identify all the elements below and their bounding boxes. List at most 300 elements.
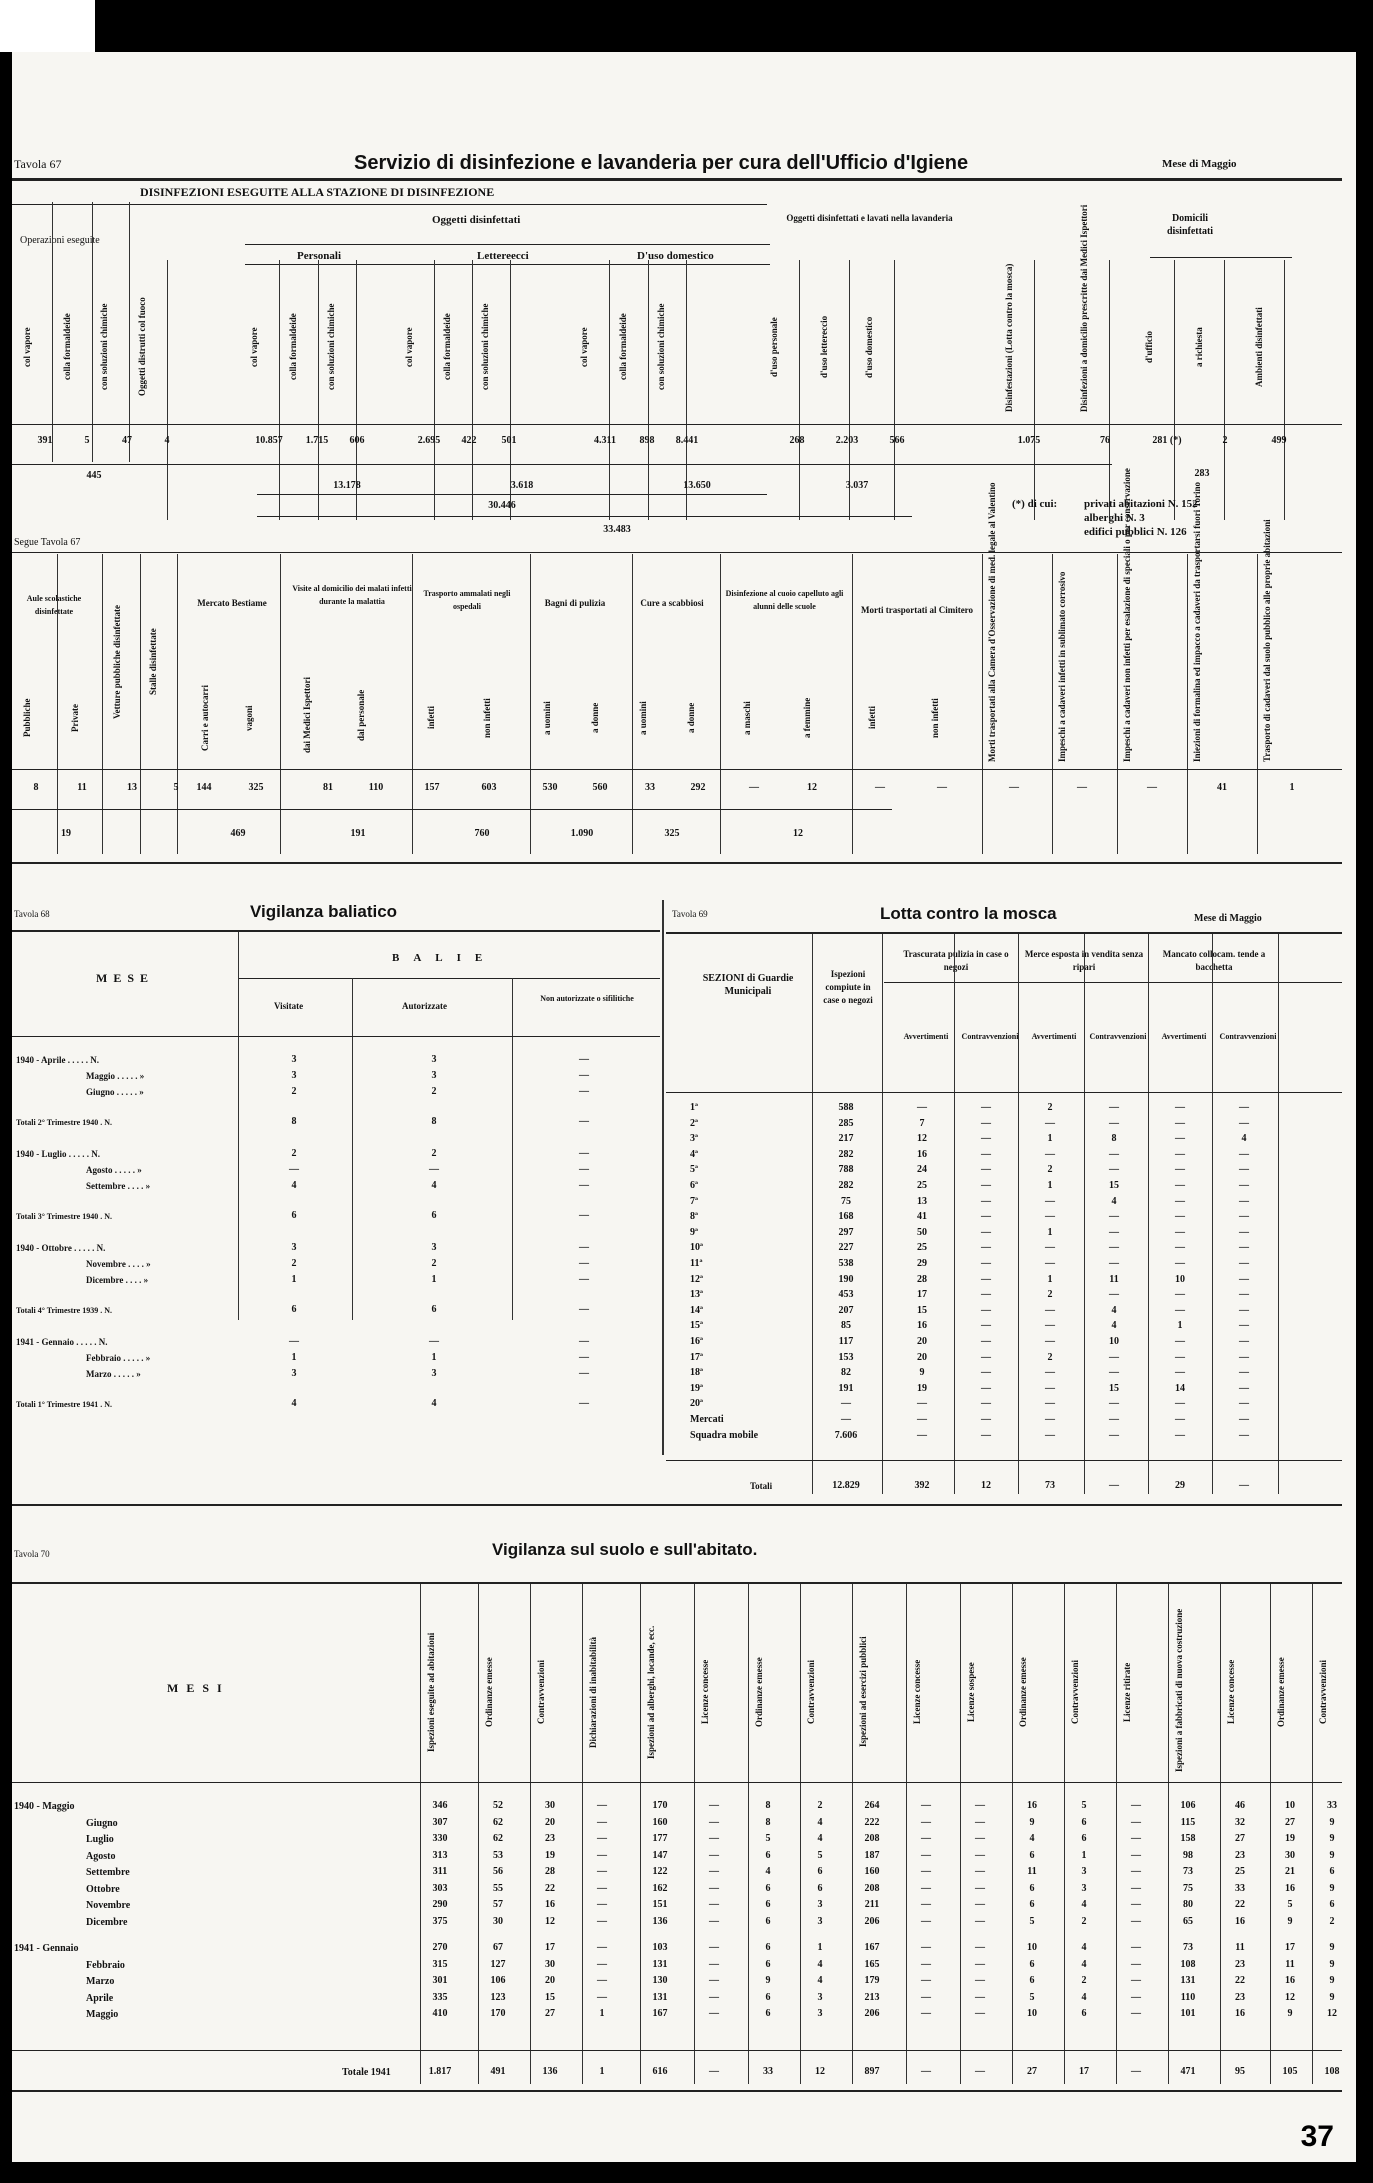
rule — [512, 978, 513, 1320]
t70-cell: 9 — [1329, 1975, 1335, 1986]
t70-cell: 23 — [1235, 1958, 1245, 1970]
t70-cell: 6 — [817, 1882, 823, 1894]
t70-cell: 55 — [493, 1882, 503, 1894]
t70-cell: 12 — [1327, 2008, 1337, 2019]
col-rule — [1174, 260, 1175, 520]
t70-cell: — — [709, 1975, 719, 1986]
t70-cell: 27 — [1235, 1833, 1245, 1844]
t69-total: — — [1109, 1480, 1119, 1491]
t68-month: 1940 - Aprile . . . . . N. — [16, 1055, 99, 1065]
t69-cell: — — [981, 1226, 991, 1238]
t68-non: — — [579, 1336, 589, 1347]
t69-cell: — — [1175, 1226, 1185, 1238]
t70-cell: 75 — [1183, 1882, 1193, 1894]
t69-cell: — — [981, 1258, 991, 1269]
t70-cell: 6 — [765, 1882, 771, 1894]
t70-cell: — — [597, 1958, 607, 1970]
t69-cell: 24 — [917, 1164, 927, 1176]
divider — [662, 900, 664, 1455]
t69-cell: — — [1175, 1398, 1185, 1410]
t70-cell: 206 — [864, 2008, 880, 2019]
t69-cell: — — [1109, 1351, 1119, 1363]
cell-67: 501 — [501, 435, 517, 446]
t70-cell: — — [921, 1816, 931, 1828]
h-mese: MESE — [96, 971, 155, 985]
t70-cell: 22 — [1235, 1975, 1245, 1986]
t70-total: 1 — [599, 2066, 605, 2077]
subtot-personali: 13.178 — [333, 480, 361, 491]
t69-cell: 25 — [917, 1180, 927, 1191]
segue-header: Visite al domicilio dei malati infetti durante la malattia — [292, 584, 412, 606]
segue-header: Cure a scabbiosi — [640, 598, 704, 608]
v-header-67: Ambienti disinfettati — [1254, 307, 1264, 387]
subtot-lavati: 3.037 — [845, 480, 869, 491]
t68-visitate: 3 — [291, 1070, 297, 1081]
t70-cell: — — [921, 1800, 931, 1811]
segue-header: non infetti — [930, 698, 940, 738]
scan-corner — [0, 0, 95, 52]
t70-header: Ordinanze emesse — [1018, 1657, 1028, 1727]
t69-cell: — — [1239, 1289, 1249, 1301]
cell-67: 281 (*) — [1152, 435, 1182, 446]
t68-non: — — [579, 1352, 589, 1363]
t69-subheader: Avvertimenti — [1031, 1032, 1077, 1041]
t70-cell: — — [921, 1849, 931, 1861]
t69-cell: — — [981, 1117, 991, 1129]
t70-cell: 6 — [765, 1958, 771, 1970]
t70-cell: — — [975, 1866, 985, 1877]
t70-cell: 313 — [432, 1849, 448, 1861]
t70-cell: 130 — [652, 1975, 668, 1986]
t70-total: 897 — [864, 2066, 880, 2077]
t69-cell: — — [1045, 1195, 1055, 1207]
col-rule — [279, 260, 280, 520]
t69-cell: 453 — [838, 1289, 854, 1301]
t69-cell: 1 — [1047, 1180, 1053, 1191]
tavola-67-label: Tavola 67 — [14, 157, 62, 171]
t70-cell: 1 — [599, 2008, 605, 2019]
t70-cell: 62 — [493, 1816, 503, 1828]
t70-cell: 17 — [1285, 1942, 1295, 1953]
cell-67: 566 — [889, 435, 905, 446]
t70-cell: 301 — [432, 1975, 448, 1986]
t69-cell: — — [981, 1102, 991, 1113]
t69-cell: 2 — [1047, 1351, 1053, 1363]
t70-total: — — [921, 2066, 931, 2077]
t69-cell: — — [1109, 1429, 1119, 1441]
t70-cell: 206 — [864, 1915, 880, 1927]
t69-cell: — — [1175, 1258, 1185, 1269]
cell-67: 898 — [639, 435, 655, 446]
col-rule — [812, 934, 813, 1494]
t70-cell: 22 — [1235, 1899, 1245, 1910]
t69-cell: — — [1239, 1148, 1249, 1160]
t70-cell: — — [597, 1866, 607, 1877]
rule — [1150, 257, 1292, 258]
note-line-1: privati abitazioni N. 152 — [1084, 498, 1198, 510]
t70-cell: — — [975, 1800, 985, 1811]
cell-67: 2 — [1222, 435, 1228, 446]
t69-cell: — — [981, 1429, 991, 1441]
t68-month: Totali 4° Trimestre 1939 . N. — [16, 1306, 113, 1315]
t70-cell: — — [597, 1882, 607, 1894]
t70-cell: 3 — [817, 1899, 823, 1910]
col-rule — [1109, 260, 1110, 520]
segue-subtotal: 325 — [664, 828, 680, 839]
t70-total: 12 — [815, 2066, 825, 2077]
t69-cell: 8 — [1111, 1133, 1117, 1145]
col-rule — [609, 260, 610, 520]
t70-cell: 17 — [545, 1942, 555, 1953]
subtot-operazioni: 445 — [86, 470, 102, 481]
t70-header: Contravvenzioni — [1318, 1660, 1328, 1724]
rule — [666, 1092, 1342, 1093]
rule — [12, 552, 1342, 553]
segue-cell: — — [1077, 782, 1087, 793]
t70-cell: 5 — [765, 1833, 771, 1844]
t70-cell: 290 — [432, 1899, 448, 1910]
v-header-67: d'uso domestico — [864, 316, 874, 378]
t70-cell: 21 — [1285, 1866, 1295, 1877]
rule — [12, 930, 660, 932]
t69-cell: 3ª — [690, 1133, 698, 1145]
t69-cell: 17 — [917, 1289, 927, 1301]
t69-cell: — — [1239, 1102, 1249, 1113]
col-rule — [982, 554, 983, 854]
t69-cell: 12 — [917, 1133, 927, 1145]
t69-cell: 9 — [919, 1367, 925, 1379]
t70-cell: — — [921, 1942, 931, 1953]
t70-cell: 315 — [432, 1958, 448, 1970]
t69-cell: — — [1109, 1148, 1119, 1160]
t68-autorizzate: 1 — [431, 1274, 437, 1285]
segue-cell: — — [875, 782, 885, 793]
t68-month: Totali 2° Trimestre 1940 . N. — [16, 1118, 113, 1127]
t70-cell: 211 — [864, 1899, 880, 1910]
v-header-67: colla formaldeide — [442, 313, 452, 381]
cell-67: 422 — [461, 435, 477, 446]
t68-autorizzate: 6 — [431, 1210, 437, 1221]
segue-header: infetti — [867, 706, 877, 730]
t70-cell: 6 — [1081, 1833, 1087, 1844]
rule — [12, 1582, 1342, 1584]
t69-cell: — — [1239, 1180, 1249, 1191]
t70-cell: — — [1131, 1816, 1141, 1828]
t69-cell: 20 — [917, 1336, 927, 1347]
t70-cell: 5 — [817, 1849, 823, 1861]
t70-cell: 1 — [817, 1942, 823, 1953]
t70-header: Contravvenzioni — [536, 1660, 546, 1724]
col-rule — [954, 934, 955, 1494]
t70-cell: 46 — [1235, 1800, 1245, 1811]
t68-visitate: — — [289, 1164, 299, 1175]
t70-cell: — — [975, 1958, 985, 1970]
col-rule — [92, 202, 93, 462]
segue-cell: 13 — [127, 782, 137, 793]
t70-total: 616 — [652, 2066, 668, 2077]
t69-cell: — — [1045, 1258, 1055, 1269]
t69-total: 392 — [914, 1480, 930, 1491]
t70-cell: 5 — [1287, 1899, 1293, 1910]
t69-cell: — — [981, 1180, 991, 1191]
t69-cell: 15 — [917, 1304, 927, 1316]
t70-total: — — [975, 2066, 985, 2077]
t69-total: — — [1239, 1480, 1249, 1491]
t70-cell: — — [597, 1800, 607, 1811]
col-rule — [1212, 934, 1213, 1494]
t69-cell: 50 — [917, 1226, 927, 1238]
t70-total: 105 — [1282, 2066, 1298, 2077]
t70-cell: 375 — [432, 1915, 448, 1927]
t68-autorizzate: — — [429, 1164, 439, 1175]
col-rule — [1117, 554, 1118, 854]
tavola-68-label: Tavola 68 — [14, 909, 50, 919]
t70-cell: — — [921, 1991, 931, 2003]
segue-cell: 5 — [173, 782, 179, 793]
t70-cell: 131 — [652, 1958, 668, 1970]
cell-67: 606 — [349, 435, 365, 446]
col-rule — [1187, 554, 1188, 854]
t69-cell: — — [981, 1382, 991, 1394]
t70-cell: 23 — [1235, 1991, 1245, 2003]
t70-cell: 106 — [1180, 1800, 1196, 1811]
t69-cell: 207 — [838, 1304, 854, 1316]
t70-cell: — — [709, 1991, 719, 2003]
t70-cell: 4 — [765, 1866, 771, 1877]
t70-cell: — — [709, 1866, 719, 1877]
segue-cell: 530 — [542, 782, 558, 793]
cell-67: 5 — [84, 435, 90, 446]
t68-non: — — [579, 1368, 589, 1379]
col-rule — [1052, 554, 1053, 854]
t70-header: Licenze concesse — [1226, 1659, 1236, 1725]
t70-cell: 6 — [1029, 1899, 1035, 1910]
col-rule — [129, 202, 130, 462]
t69-total: 12.829 — [832, 1480, 860, 1491]
t70-cell: 11 — [1285, 1958, 1295, 1970]
t69-cell: — — [1239, 1429, 1249, 1441]
t70-cell: 19 — [1285, 1833, 1295, 1844]
t70-cell: — — [709, 1958, 719, 1970]
t69-cell: 153 — [838, 1351, 854, 1363]
t68-month: Maggio . . . . . » — [86, 1071, 145, 1081]
t70-cell: 16 — [1285, 1975, 1295, 1986]
t69-cell: 285 — [838, 1117, 854, 1129]
segue-header: a femmine — [802, 697, 812, 739]
t70-cell: 23 — [1235, 1849, 1245, 1861]
v-header-67: a richiesta — [1194, 327, 1204, 367]
t68-autorizzate: 3 — [431, 1054, 437, 1065]
t70-cell: — — [921, 1899, 931, 1910]
t70-cell: — — [975, 1816, 985, 1828]
t70-cell: 151 — [652, 1899, 668, 1910]
t69-cell: — — [1175, 1367, 1185, 1379]
total-all: 33.483 — [603, 524, 631, 535]
t69-cell: — — [981, 1304, 991, 1316]
segue-header: Impeschi a cadaveri non infetti per esalazione di speciali o per conservazione — [1122, 468, 1132, 762]
t70-cell: 2 — [817, 1800, 823, 1811]
tavola-69-title: Lotta contro la mosca — [880, 904, 1057, 923]
t70-cell: 53 — [493, 1849, 503, 1861]
t70-cell: — — [597, 1899, 607, 1910]
h-g3: Mancato collocam. tende a bacchetta — [1162, 949, 1266, 972]
t70-cell: 103 — [652, 1942, 668, 1953]
t70-cell: 27 — [545, 2008, 555, 2019]
t69-total: 73 — [1045, 1480, 1055, 1491]
t68-visitate: 6 — [291, 1210, 297, 1221]
rule — [884, 982, 1342, 983]
t70-cell: 6 — [1029, 1975, 1035, 1986]
t70-cell: — — [709, 1899, 719, 1910]
t69-cell: — — [1175, 1117, 1185, 1129]
segue-cell: 157 — [424, 782, 440, 793]
t70-cell: 101 — [1180, 2008, 1196, 2019]
tavola-68-title: Vigilanza baliatico — [250, 902, 398, 921]
segue-header: Iniezioni di formalina ed impacco a cadaveri da trasportarsi fuori Torino — [1192, 482, 1202, 762]
t70-header: Ispezioni eseguite ad abitazioni — [426, 1632, 436, 1752]
t70-cell: 4 — [817, 1958, 823, 1970]
v-header-67: con soluzioni chimiche — [656, 303, 666, 391]
rule — [666, 932, 1342, 934]
t69-cell: — — [917, 1429, 927, 1441]
t70-cell: — — [1131, 1991, 1141, 2003]
rule — [12, 2050, 1342, 2051]
t70-cell: — — [597, 1849, 607, 1861]
t68-month: 1940 - Ottobre . . . . . N. — [16, 1243, 106, 1253]
t69-cell: 1 — [1047, 1226, 1053, 1238]
t69-cell: — — [1045, 1211, 1055, 1223]
t70-header: Ordinanze emesse — [754, 1657, 764, 1727]
segue-cell: 11 — [77, 782, 87, 793]
col-rule — [1034, 260, 1035, 520]
col-rule — [799, 260, 800, 520]
rule — [12, 2090, 1342, 2092]
segue-header: infetti — [426, 706, 436, 730]
t68-non: — — [579, 1258, 589, 1269]
t68-month: Agosto . . . . . » — [86, 1165, 142, 1175]
t68-visitate: — — [289, 1336, 299, 1347]
t70-cell: 170 — [652, 1800, 668, 1811]
t70-cell: 10 — [1027, 1942, 1037, 1953]
t69-cell: 16 — [917, 1320, 927, 1332]
t70-cell: 167 — [864, 1942, 880, 1953]
t70-cell: 2 — [1081, 1915, 1087, 1927]
t68-autorizzate: 2 — [431, 1258, 437, 1269]
t70-total: 95 — [1235, 2066, 1245, 2077]
v-header-67: d'uso lettereccio — [819, 315, 829, 379]
note-line-2: alberghi N. 3 — [1084, 512, 1145, 524]
col-rule — [1224, 260, 1225, 520]
segue-cell: 144 — [196, 782, 212, 793]
t70-cell: 73 — [1183, 1866, 1193, 1877]
cell-67: 268 — [789, 435, 805, 446]
t70-cell: 187 — [864, 1849, 880, 1861]
t70-cell: — — [1131, 1866, 1141, 1877]
t70-cell: 311 — [432, 1866, 448, 1877]
t69-cell: — — [1239, 1211, 1249, 1223]
t70-total: 17 — [1079, 2066, 1089, 2077]
t69-cell: — — [1175, 1102, 1185, 1113]
t70-cell: 12 — [1285, 1991, 1295, 2003]
t69-cell: — — [981, 1148, 991, 1160]
rule — [245, 244, 770, 245]
t70-cell: — — [975, 1882, 985, 1894]
t70-cell: 170 — [490, 2008, 506, 2019]
segue-subtotal: 191 — [350, 828, 366, 839]
t69-cell: — — [1109, 1211, 1119, 1223]
segue-header: Aule scolastiche disinfettate — [26, 594, 82, 616]
t70-cell: 131 — [1180, 1975, 1196, 1986]
t68-visitate: 1 — [291, 1352, 297, 1363]
t70-cell: — — [709, 1915, 719, 1927]
segue-subtotal: 469 — [230, 828, 246, 839]
t68-autorizzate: 4 — [431, 1398, 437, 1409]
col-rule — [648, 260, 649, 520]
t69-cell: — — [1175, 1351, 1185, 1363]
t70-month: Giugno — [86, 1817, 118, 1829]
t69-cell: 117 — [838, 1336, 854, 1347]
t69-cell: 282 — [838, 1148, 854, 1160]
tavola-70-totals-label: Totale 1941 — [342, 2067, 391, 2078]
t70-cell: — — [921, 1975, 931, 1986]
v-header-67: d'uso personale — [769, 317, 779, 377]
h-autorizzate: Autorizzate — [402, 1001, 447, 1011]
t69-cell: 4 — [1241, 1133, 1247, 1145]
t70-cell: 6 — [765, 1942, 771, 1953]
t68-non: — — [579, 1116, 589, 1127]
t70-cell: — — [921, 1958, 931, 1970]
t70-month: Maggio — [86, 2009, 119, 2020]
segue-cell: — — [749, 782, 759, 793]
cell-67: 499 — [1271, 435, 1287, 446]
t70-cell: 2 — [1329, 1915, 1335, 1927]
t70-cell: — — [709, 1816, 719, 1828]
t69-cell: — — [1239, 1382, 1249, 1394]
t69-cell: 18ª — [690, 1367, 703, 1379]
t70-cell: 9 — [1329, 1991, 1335, 2003]
t70-cell: 11 — [1027, 1866, 1037, 1877]
t70-cell: 4 — [1081, 1942, 1087, 1953]
t69-cell: 11 — [1109, 1273, 1119, 1285]
t69-cell: 788 — [838, 1164, 854, 1176]
t70-cell: 4 — [1081, 1991, 1087, 2003]
t70-cell: 33 — [1327, 1800, 1337, 1811]
t70-cell: 9 — [765, 1975, 771, 1986]
t69-cell: 2 — [1047, 1102, 1053, 1113]
t70-cell: 57 — [493, 1899, 503, 1910]
segue-cell: — — [937, 782, 947, 793]
t70-cell: — — [975, 1899, 985, 1910]
v-header-67: col vapore — [404, 327, 414, 367]
t70-cell: 4 — [817, 1975, 823, 1986]
t69-cell: — — [1045, 1398, 1055, 1410]
tavola-67-subtitle: DISINFEZIONI ESEGUITE ALLA STAZIONE DI DISINFEZIONE — [140, 185, 495, 199]
t70-cell: — — [709, 1800, 719, 1811]
t70-total: 33 — [763, 2066, 773, 2077]
t70-cell: 115 — [1180, 1816, 1196, 1828]
segue-header: Disinfezione al cuoio capelluto agli alunni delle scuole — [725, 589, 844, 611]
t70-cell: 9 — [1329, 1942, 1335, 1953]
v-header-67: colla formaldeide — [62, 313, 72, 381]
rule — [12, 204, 767, 205]
t70-month: Settembre — [86, 1867, 130, 1878]
t70-cell: — — [921, 2008, 931, 2019]
t69-cell: — — [981, 1398, 991, 1410]
t69-cell: — — [1239, 1117, 1249, 1129]
segue-header: a maschi — [742, 701, 752, 735]
col-rule — [434, 260, 435, 520]
t68-month: Totali 3° Trimestre 1940 . N. — [16, 1212, 113, 1221]
